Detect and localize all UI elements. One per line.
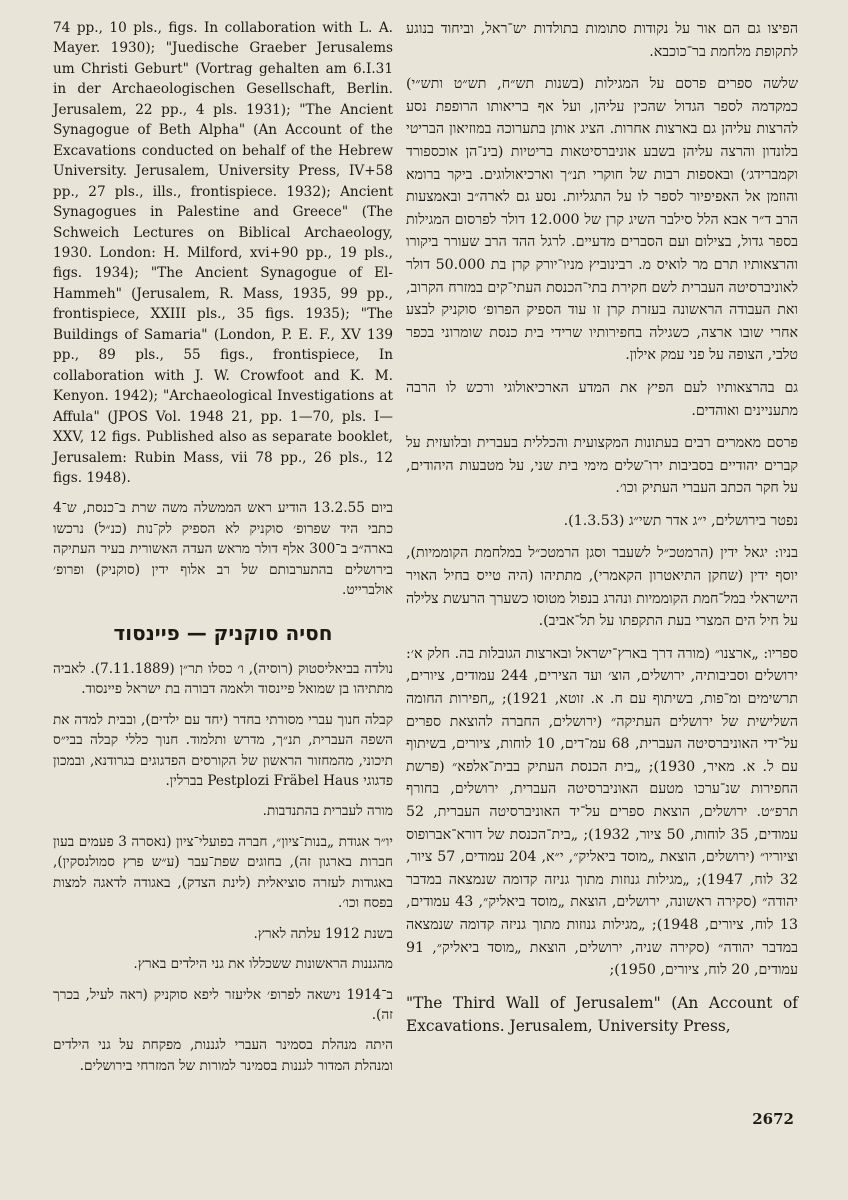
bio-paragraph: מורה לעברית בהתנדבות. bbox=[262, 803, 393, 820]
bio-paragraph: מהגננות הראשונות ששכללו את גני הילדים בארץ. bbox=[133, 956, 393, 973]
bio-paragraph: היתה מנהלת בסמינר העברי לגננות, מפקחת על גני הילדים ומנהלת המדור לגננות בסמינר למורות של המזרחי בירושלים. bbox=[53, 1037, 393, 1074]
right-paragraph: פרסם מאמרים רבים בעתונות המקצועית והכללית בעברית ובלועזית על קברים יהודיים בסביבות ירו־שלים מימי בית שני, על מטבעות היהודים, על חקר הכתב העברי העתיק וכו׳. bbox=[406, 435, 798, 497]
page-number: 2672 bbox=[752, 1110, 794, 1128]
right-paragraph: הפיצו גם הם אור על נקודות סתומות בתולדות יש־ראל, וביחוד בנוגע לתקופת מלחמת בר־כוכבא. bbox=[406, 21, 798, 60]
bio-paragraph: בשנת 1912 עלתה לארץ. bbox=[253, 925, 393, 942]
english-tail: "The Third Wall of Jerusalem" (An Account of Excavations. Jerusalem, University Press, bbox=[406, 993, 798, 1036]
bio-paragraph: קבלה חנוך עברי מסורתי בחדר (יחד עם ילדים), ובבית למדה את השפה העברית, תנ״ך, מדרש ותלמוד. חנוך כללי קבלה בבי״ס תיכוני, מהמחזור הראשון של הקורסים הפדגוגים בגרודנא, ובמכון פדגוגי Pestplozi Fräbel Haus בברלין. bbox=[53, 711, 393, 789]
bio-paragraph: ב־1914 נישאה לפרופ׳ אליעזר ליפא סוקניק (ראה לעיל, בכרך זה). bbox=[53, 986, 393, 1024]
right-paragraph: נפטר בירושלים, י״ג אדר תשי״ג (1.3.53). bbox=[563, 512, 798, 529]
right-paragraph: שלשה ספרים פרסם על המגילות (בשנות תש״ח, תש״ט ותש״י) כמקדמה לספר הגדול שהכין עליהן, ועל אף בריאותו הרופפת נסע להרצות עליהן גם בארצות אחרות. הציג אותן בתערוכה במוזיאון הבריטי בלונדון והרצה עליהן בשבע אוניברסיטאות בריטיות (בינ־הן אוכספורד וקמברידג׳) ובאספות רבות של חוקרי תנ״ך וארכיאולוגים. ביקר ברומא והוזמן אל האפיפיור לספר לו על התגליות. נסע גם לארה״ב ובאמצעות הרב ד״ר אבא הלל סילבר השיג קרן של 12.000 דולר לפרסום המגילות בספר גדול, בצילום ועם הסברים מדעיים. לרגל ההד הרב שעורר ביקורו והרצאותיו תרם מר לואיס מ. רבינוביץ מניו־יורק קרן בת 50.000 דולר לאוניברסיטה העברית לשם חקירת בתי־הכנסת העתי־קים במזרח הקרוב, ואת העבודה הראשונה בעזרת קרן זו עוד הספיק הפרופ׳ סוקניק לבצע אחרי שובו ארצה, כשגילה בחפירותיו שרידי בית כנסת שומרוני בכפר טלבי, הצופה על פני עמק אילון. bbox=[406, 76, 798, 364]
right-paragraph: בניו: יגאל ידין (הרמטכ״ל לשעבר וסגן הרמטכ״ל במלחמת הקוממיות), יוסף ידין (שחקן התיאטרון הקאמרי), מתתיהו (היה טייס בחיל האויר הישראלי במל־חמת הקוממיות ונהרג בנפול מטוסו כשערך הרעשת צלילה על חיל הים המצרי בעת התקפתו על תל־אביב). bbox=[406, 545, 798, 630]
right-paragraph: ספריו: „ארצנו״ (מורה דרך בארץ־ישראל ובארצות הגובלות בה. חלק א׳: ירושלים וסביבותיה, ירושלים, הוצ׳ ועד הצירים, 244 עמודים, ציורים, תרשימים ומ־פות, בשיתוף עם ח. א. זוטא, 1921); „חפירות החומה השלישית של ירושלים העתיקה״ (ירושלים, החברה להוצאת ספרים על־ידי האוניברסיטה העברית, 68 עמ־דים, 10 לוחות, ציורים, בשיתוף עם ל. א. מאיר, 1930); „בית הכנסת העתיק בבית־אלפא״ (פרשת החפירות שנ־ערכו מטעם האוניברסיטה העברית, ירושלים, בחורף תרפ״ט. ירושלים, הוצאת ספרים על־יד האוניברסיטה העברית, 52 עמודים, 35 לוחות, 50 ציור, 1932); „בית־הכנסת של דורא־אברופוס וציוריו״ (ירושלים, הוצאת „מוסד ביאליק״, י״א, 204 עמודים, 57 ציור, 32 לוח, 1947); „מגילות גנוזות מתוך גניזה קדומה שנמצאה במדבר יהודה״ (סקירה ראשונה, ירושלים, הוצאת „מוסד ביאליק״, 43 עמודים, 13 לוח, ציורים, 1948); „מגילות גנוזות מתוך גניזה קדומה שנמצאה במדבר יהודה״ (סקירה שניה, ירושלים, הוצאת „מוסד ביאליק״, 91 עמודים, 20 לוח, ציורים, 1950); bbox=[406, 645, 799, 979]
section-heading: חסיה סוקניק — פיינסוד bbox=[113, 620, 333, 645]
hebrew-closing-note: ביום 13.2.55 הודיע ראש הממשלה משה שרת ב־כנסת, ש־4 כתבי היד שפרופ׳ סוקניק לא הספיק לק־נות (כנ״ל) נרכשו בארה״ב ב־300 אלף דולר מראש העדה האשורית בעיר העתיקה בירושלים בהתערבותם של רב אלוף ידין (סוקניק) ופרופ׳ אולברייט. bbox=[53, 500, 393, 599]
bio-paragraph: נולדה בביאליסטוק (רוסיה), ו׳ כסלו תר״ן (7.11.1889). לאביה מתתיהו בן שמואל פיינסוד ולאמה דבורה בת ישראל פיינסוד. bbox=[53, 660, 393, 698]
english-bibliography: 74 pp., 10 pls., figs. In collaboration with L. A. Mayer. 1930); "Juedische Graeber Jerusalems um Christi Geburt" (Vortrag gehalten am 6.I.31 in der Archaeologischen Gesellschaft, Berlin. Jerusalem, 22 pp., 4 pls. 1931); "The Ancient Synagogue of Beth Alpha" (An Account of the Excavations conducted on behalf of the Hebrew University. Jerusalem, University Press, IV+58 pp., 27 pls., ills., frontispiece. 1932); Ancient Synagogues in Palestine and Greece" (The Schweich Lectures on Biblical Archaeology, 1930. London: H. Milford, xvi+90 pp., 19 pls., figs. 1934); "The Ancient Synagogue of El-Hammeh" (Jerusalem, R. Mass, 1935, 99 pp., frontispiece, XXIII pls., 35 figs. 1935); "The Buildings of Samaria" (London, P. E. F., XV 139 pp., 89 pls., 55 figs., frontispiece, In collaboration with J. W. Crowfoot and K. M. Kenyon. 1942); "Archaeological Investigations at Affula" (JPOS Vol. 1948 21, pp. 1—70, pls. I—XXV, 12 figs. Published also as separate booklet, Jerusalem: Rubin Mass, vii 78 pp., 26 pls., 12 figs. 1948). bbox=[53, 20, 393, 486]
left-column bbox=[53, 18, 393, 1086]
right-paragraph: גם בהרצאותיו לעם הפיץ את המדע הארכיאולוגי ורכש לו הרבה מתעניינים ואוהדים. bbox=[406, 379, 798, 419]
bio-paragraph: יו״ר אגודת „בנות־ציון״, חברה בפועלי־ציון (נאסרה 3 פעמים בעון חברות בארגון זה), בחוגים שפת־עבר (ע״ש פרץ סמולנסקין), באגודות לעזרה סוציאלית (לינת הצדק), באגודה לדאגה למצות בפסח וכו׳. bbox=[53, 833, 393, 912]
right-column bbox=[406, 18, 798, 1049]
